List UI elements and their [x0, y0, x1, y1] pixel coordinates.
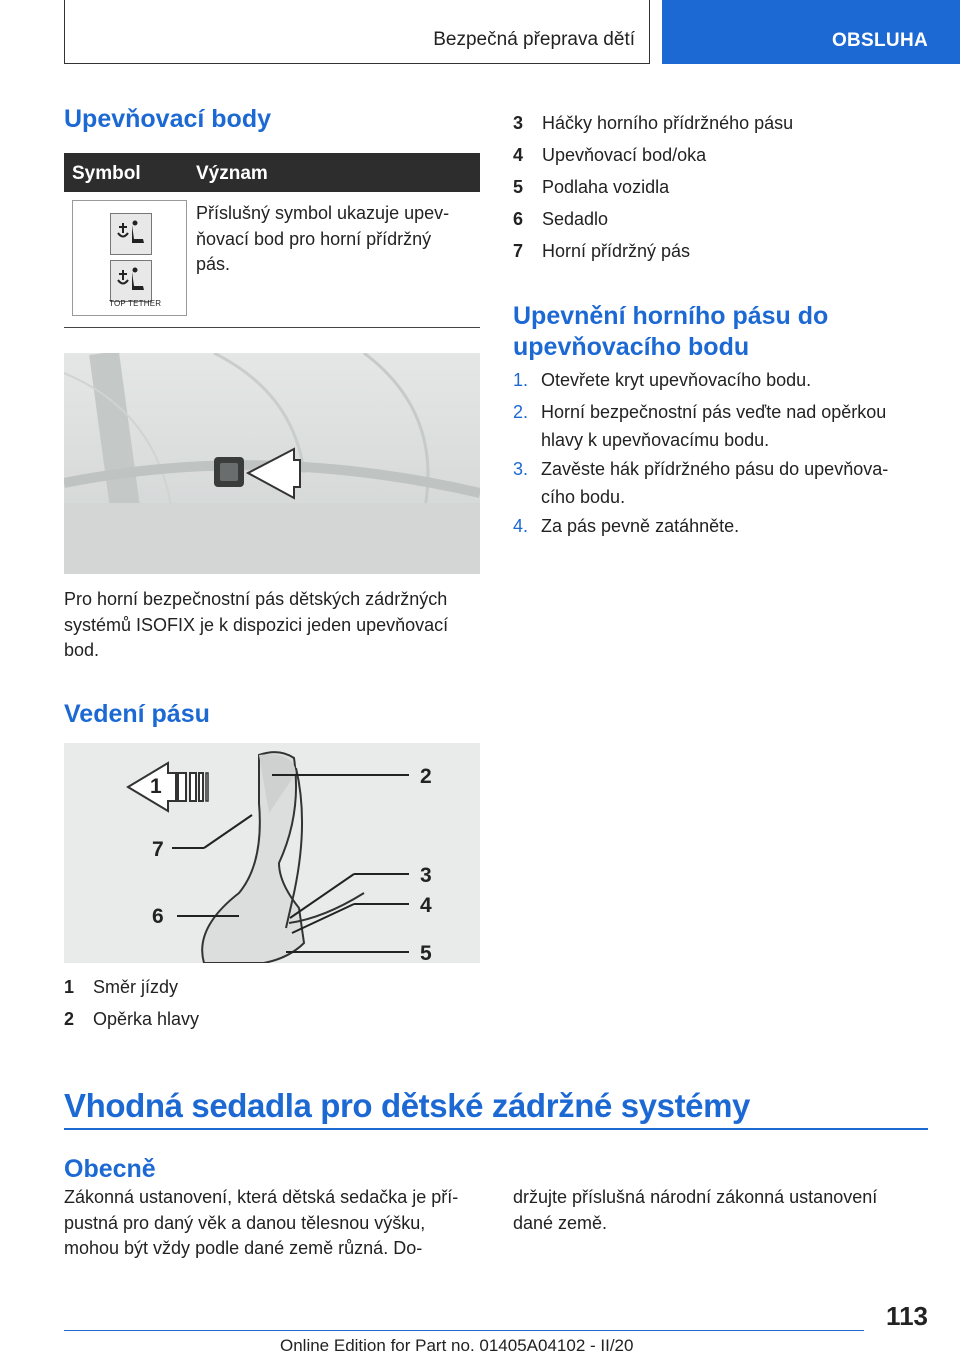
- legend-text: Sedadlo: [542, 209, 609, 229]
- diagram-label-1: 1: [150, 775, 162, 798]
- header-section-box: [64, 0, 650, 64]
- chapter-tab[interactable]: [662, 0, 960, 64]
- column-meaning: Význam: [196, 163, 268, 184]
- footer-rule: [64, 1330, 864, 1331]
- general-text-col1: [64, 1185, 494, 1262]
- header-section-title: Bezpečná přeprava dětí: [433, 29, 635, 50]
- legend-text: Háčky horního přídržného pásu: [542, 113, 794, 133]
- page-number: 113: [886, 1301, 928, 1331]
- legend-num: 4: [513, 145, 524, 165]
- heading-rule: [64, 1128, 928, 1130]
- paragraph-line: mohou být vždy podle dané země různá. Do-: [64, 1238, 423, 1258]
- legend-text: Směr jízdy: [93, 977, 179, 997]
- general-subheading: Obecně: [64, 1155, 156, 1183]
- attach-belt-heading: [513, 301, 828, 363]
- paragraph-line: Zákonná ustanovení, která dětská sedačka je pří-: [64, 1187, 459, 1207]
- step-line: hlavy k upevňovacímu bodu.: [541, 430, 770, 450]
- step-line: cího bodu.: [541, 487, 626, 507]
- symbol-cell: [72, 200, 187, 316]
- meaning-line: ňovací bod pro horní přídržný: [196, 228, 432, 249]
- legend-num: 7: [513, 241, 524, 261]
- diagram-label-6: 6: [152, 905, 164, 928]
- step-num: 1.: [513, 370, 529, 390]
- diagram-label-3: 3: [420, 864, 432, 887]
- legend-num: 5: [513, 177, 524, 197]
- heading-line: Upevnění horního pásu do: [513, 302, 829, 330]
- step-text: [541, 455, 926, 511]
- anchor-seat-icon: [114, 264, 148, 298]
- paragraph-line: systémů ISOFIX je k dispozici jeden upevňovací: [64, 614, 449, 635]
- step-line: Za pás pevně zatáhněte.: [541, 516, 740, 536]
- step-text: [541, 366, 926, 394]
- top-tether-caption: TOP TETHER: [109, 299, 162, 308]
- step-num: 4.: [513, 516, 529, 536]
- meaning-line: Příslušný symbol ukazuje upev-: [196, 203, 450, 223]
- step-line: Otevřete kryt upevňovacího bodu.: [541, 370, 812, 390]
- diagram-label-5: 5: [420, 942, 432, 963]
- diagram-label-2: 2: [420, 765, 432, 788]
- legend-text: Podlaha vozidla: [542, 177, 670, 197]
- legend-text: Upevňovací bod/oka: [542, 145, 707, 165]
- general-text-col2: [513, 1185, 928, 1236]
- step-text: [541, 512, 926, 540]
- anchor-points-heading: Upevňovací body: [64, 105, 271, 133]
- suitable-seats-heading: Vhodná sedadla pro dětské zádržné systémy: [64, 1087, 751, 1124]
- belt-routing-diagram: [64, 743, 480, 963]
- step-line: Horní bezpečnostní pás veďte nad opěrkou: [541, 402, 887, 422]
- legend-num: 3: [513, 113, 524, 133]
- step-text: [541, 398, 926, 454]
- top-tether-icon: [110, 260, 152, 302]
- legend-num: 2: [64, 1009, 75, 1029]
- anchor-seat-icon: [114, 217, 148, 251]
- anchor-paragraph: [64, 587, 484, 664]
- paragraph-line: bod.: [64, 640, 100, 660]
- child-seat-anchor-icon: [110, 213, 152, 255]
- symbol-meaning: [196, 201, 476, 278]
- paragraph-line: pustná pro daný věk a danou tělesnou výšku,: [64, 1212, 426, 1233]
- step-num: 3.: [513, 459, 529, 479]
- heading-line: upevňovacího bodu: [513, 333, 750, 361]
- step-line: Zavěste hák přídržného pásu do upevňova-: [541, 459, 889, 479]
- diagram-label-7: 7: [152, 838, 164, 861]
- rear-seat-illustration: [64, 353, 480, 574]
- step-num: 2.: [513, 402, 529, 422]
- legend-text: Opěrka hlavy: [93, 1009, 200, 1029]
- seat-diagram: [64, 743, 480, 963]
- edition-link[interactable]: Online Edition for Part no. 01405A04102 - II/20: [280, 1336, 634, 1355]
- meaning-line: pás.: [196, 254, 231, 274]
- legend-text: Horní přídržný pás: [542, 241, 691, 261]
- symbol-table-header: [64, 153, 480, 192]
- anchor-point-photo: [64, 353, 480, 574]
- column-symbol: Symbol: [72, 163, 141, 184]
- paragraph-line: dané země.: [513, 1212, 608, 1233]
- paragraph-line: Pro horní bezpečnostní pás dětských zádržných: [64, 589, 448, 609]
- chapter-tab-label: OBSLUHA: [831, 30, 928, 51]
- belt-routing-heading: Vedení pásu: [64, 700, 210, 728]
- diagram-label-4: 4: [420, 894, 432, 917]
- paragraph-line: držujte příslušná národní zákonná ustanovení: [513, 1187, 878, 1207]
- legend-num: 1: [64, 977, 75, 997]
- table-bottom-rule: [64, 327, 480, 328]
- legend-num: 6: [513, 209, 524, 229]
